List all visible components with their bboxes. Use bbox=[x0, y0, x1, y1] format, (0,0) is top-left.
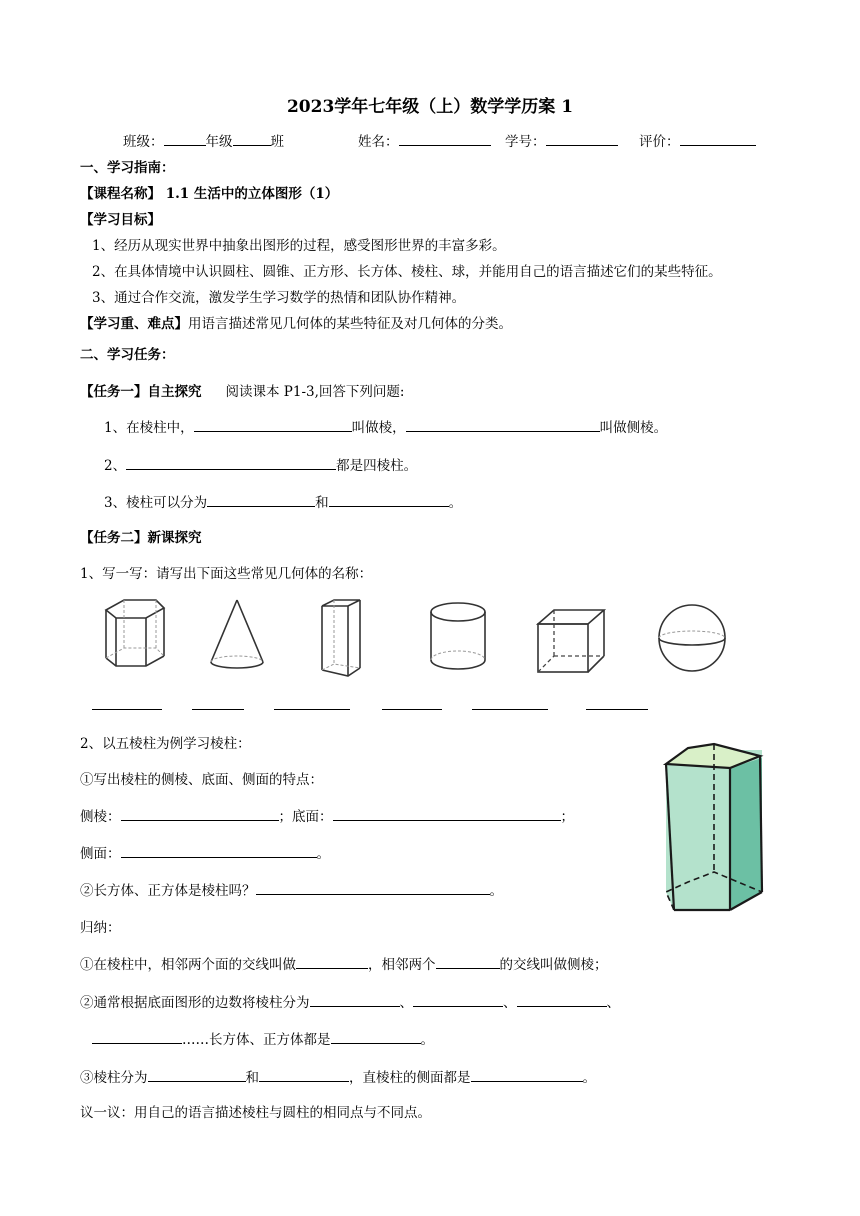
shape-name-blank[interactable] bbox=[586, 709, 648, 710]
summary-item-2: ②通常根据底面图形的边数将棱柱分为 、 、 、 bbox=[80, 991, 620, 1011]
answer-blank[interactable] bbox=[413, 992, 503, 1007]
answer-blank[interactable] bbox=[92, 1029, 182, 1044]
key-points-line: 【学习重、难点】用语言描述常见几何体的某些特征及对几何体的分类。 bbox=[80, 316, 512, 332]
face-line: 侧面： 。 bbox=[80, 842, 330, 862]
cone-icon bbox=[208, 598, 266, 670]
shape-name-blank[interactable] bbox=[274, 709, 350, 710]
pentagonal-prism-icon bbox=[664, 742, 766, 912]
summary-item-2-cont: ……长方体、正方体都是 。 bbox=[92, 1028, 434, 1048]
goals-heading: 【学习目标】 bbox=[80, 212, 161, 228]
summary-item-3: ③棱柱分为 和 ，直棱柱的侧面都是 。 bbox=[80, 1066, 596, 1086]
goal-item: 2、在具体情境中认识圆柱、圆锥、正方形、长方体、棱柱、球，并能用自己的语言描述它们的某些特征。 bbox=[92, 264, 722, 280]
summary-item-1: ①在棱柱中，相邻两个面的交线叫做 ，相邻两个 的交线叫做侧棱； bbox=[80, 953, 608, 973]
grade-blank[interactable] bbox=[164, 131, 206, 146]
task1-question-2: 2、 都是四棱柱。 bbox=[104, 454, 417, 474]
shape-name-blank[interactable] bbox=[472, 709, 548, 710]
answer-blank[interactable] bbox=[126, 455, 336, 470]
page-title: 2023学年七年级（上）数学学历案 1 bbox=[286, 97, 574, 117]
goal-item: 3、通过合作交流，激发学生学习数学的热情和团队协作精神。 bbox=[92, 290, 466, 306]
answer-blank[interactable] bbox=[406, 417, 600, 432]
prism-dark-face bbox=[730, 758, 762, 910]
name-blank[interactable] bbox=[399, 131, 491, 146]
answer-blank[interactable] bbox=[148, 1067, 246, 1082]
shape-name-blank[interactable] bbox=[192, 709, 244, 710]
answer-blank[interactable] bbox=[296, 954, 368, 969]
task2-subquestion-1: ①写出棱柱的侧棱、底面、侧面的特点： bbox=[80, 772, 323, 788]
name-field: 姓名： bbox=[358, 130, 491, 150]
goal-item: 1、经历从现实世界中抽象出图形的过程，感受图形世界的丰富多彩。 bbox=[92, 238, 506, 254]
cube-icon bbox=[536, 608, 608, 674]
class-blank[interactable] bbox=[233, 131, 271, 146]
task1-question-1: 1、在棱柱中， 叫做棱， 叫做侧棱。 bbox=[104, 416, 667, 436]
answer-blank[interactable] bbox=[310, 992, 400, 1007]
student-id-blank[interactable] bbox=[546, 131, 618, 146]
evaluation-field: 评价： bbox=[639, 130, 756, 150]
shape-name-blank[interactable] bbox=[382, 709, 442, 710]
answer-blank[interactable] bbox=[471, 1067, 583, 1082]
answer-blank[interactable] bbox=[436, 954, 500, 969]
task1-question-3: 3、棱柱可以分为 和 。 bbox=[104, 491, 462, 511]
task2-question-1: 1、写一写：请写出下面这些常见几何体的名称： bbox=[80, 566, 373, 582]
task2-header: 【任务二】新课探究 bbox=[80, 530, 202, 546]
class-grade-field: 班级： 年级 班 bbox=[123, 130, 284, 150]
sphere-icon bbox=[656, 603, 728, 673]
student-id-field: 学号： bbox=[505, 130, 618, 150]
answer-blank[interactable] bbox=[256, 880, 490, 895]
answer-blank[interactable] bbox=[259, 1067, 349, 1082]
summary-label: 归纳： bbox=[80, 920, 121, 936]
answer-blank[interactable] bbox=[121, 843, 317, 858]
section1-heading: 一、学习指南： bbox=[80, 160, 175, 176]
section2-heading: 二、学习任务： bbox=[80, 347, 175, 363]
shape-name-blank[interactable] bbox=[92, 709, 162, 710]
task1-header: 【任务一】自主探究 阅读课本 P1-3,回答下列问题: bbox=[80, 384, 405, 400]
edge-base-line: 侧棱： ；底面： ； bbox=[80, 805, 574, 825]
answer-blank[interactable] bbox=[329, 492, 449, 507]
course-name-line: 【课程名称】 1.1 生活中的立体图形（1） bbox=[80, 186, 339, 202]
task2-subquestion-2: ②长方体、正方体是棱柱吗？ 。 bbox=[80, 879, 503, 899]
hexagonal-prism-icon bbox=[104, 598, 166, 670]
answer-blank[interactable] bbox=[207, 492, 315, 507]
answer-blank[interactable] bbox=[331, 1029, 421, 1044]
task2-question-2: 2、以五棱柱为例学习棱柱： bbox=[80, 736, 251, 752]
answer-blank[interactable] bbox=[194, 417, 352, 432]
cylinder-icon bbox=[428, 600, 488, 672]
rectangular-prism-icon bbox=[320, 598, 364, 678]
answer-blank[interactable] bbox=[333, 806, 561, 821]
discussion-prompt: 议一议：用自己的语言描述棱柱与圆柱的相同点与不同点。 bbox=[80, 1105, 431, 1121]
evaluation-blank[interactable] bbox=[680, 131, 756, 146]
answer-blank[interactable] bbox=[121, 806, 279, 821]
answer-blank[interactable] bbox=[517, 992, 607, 1007]
